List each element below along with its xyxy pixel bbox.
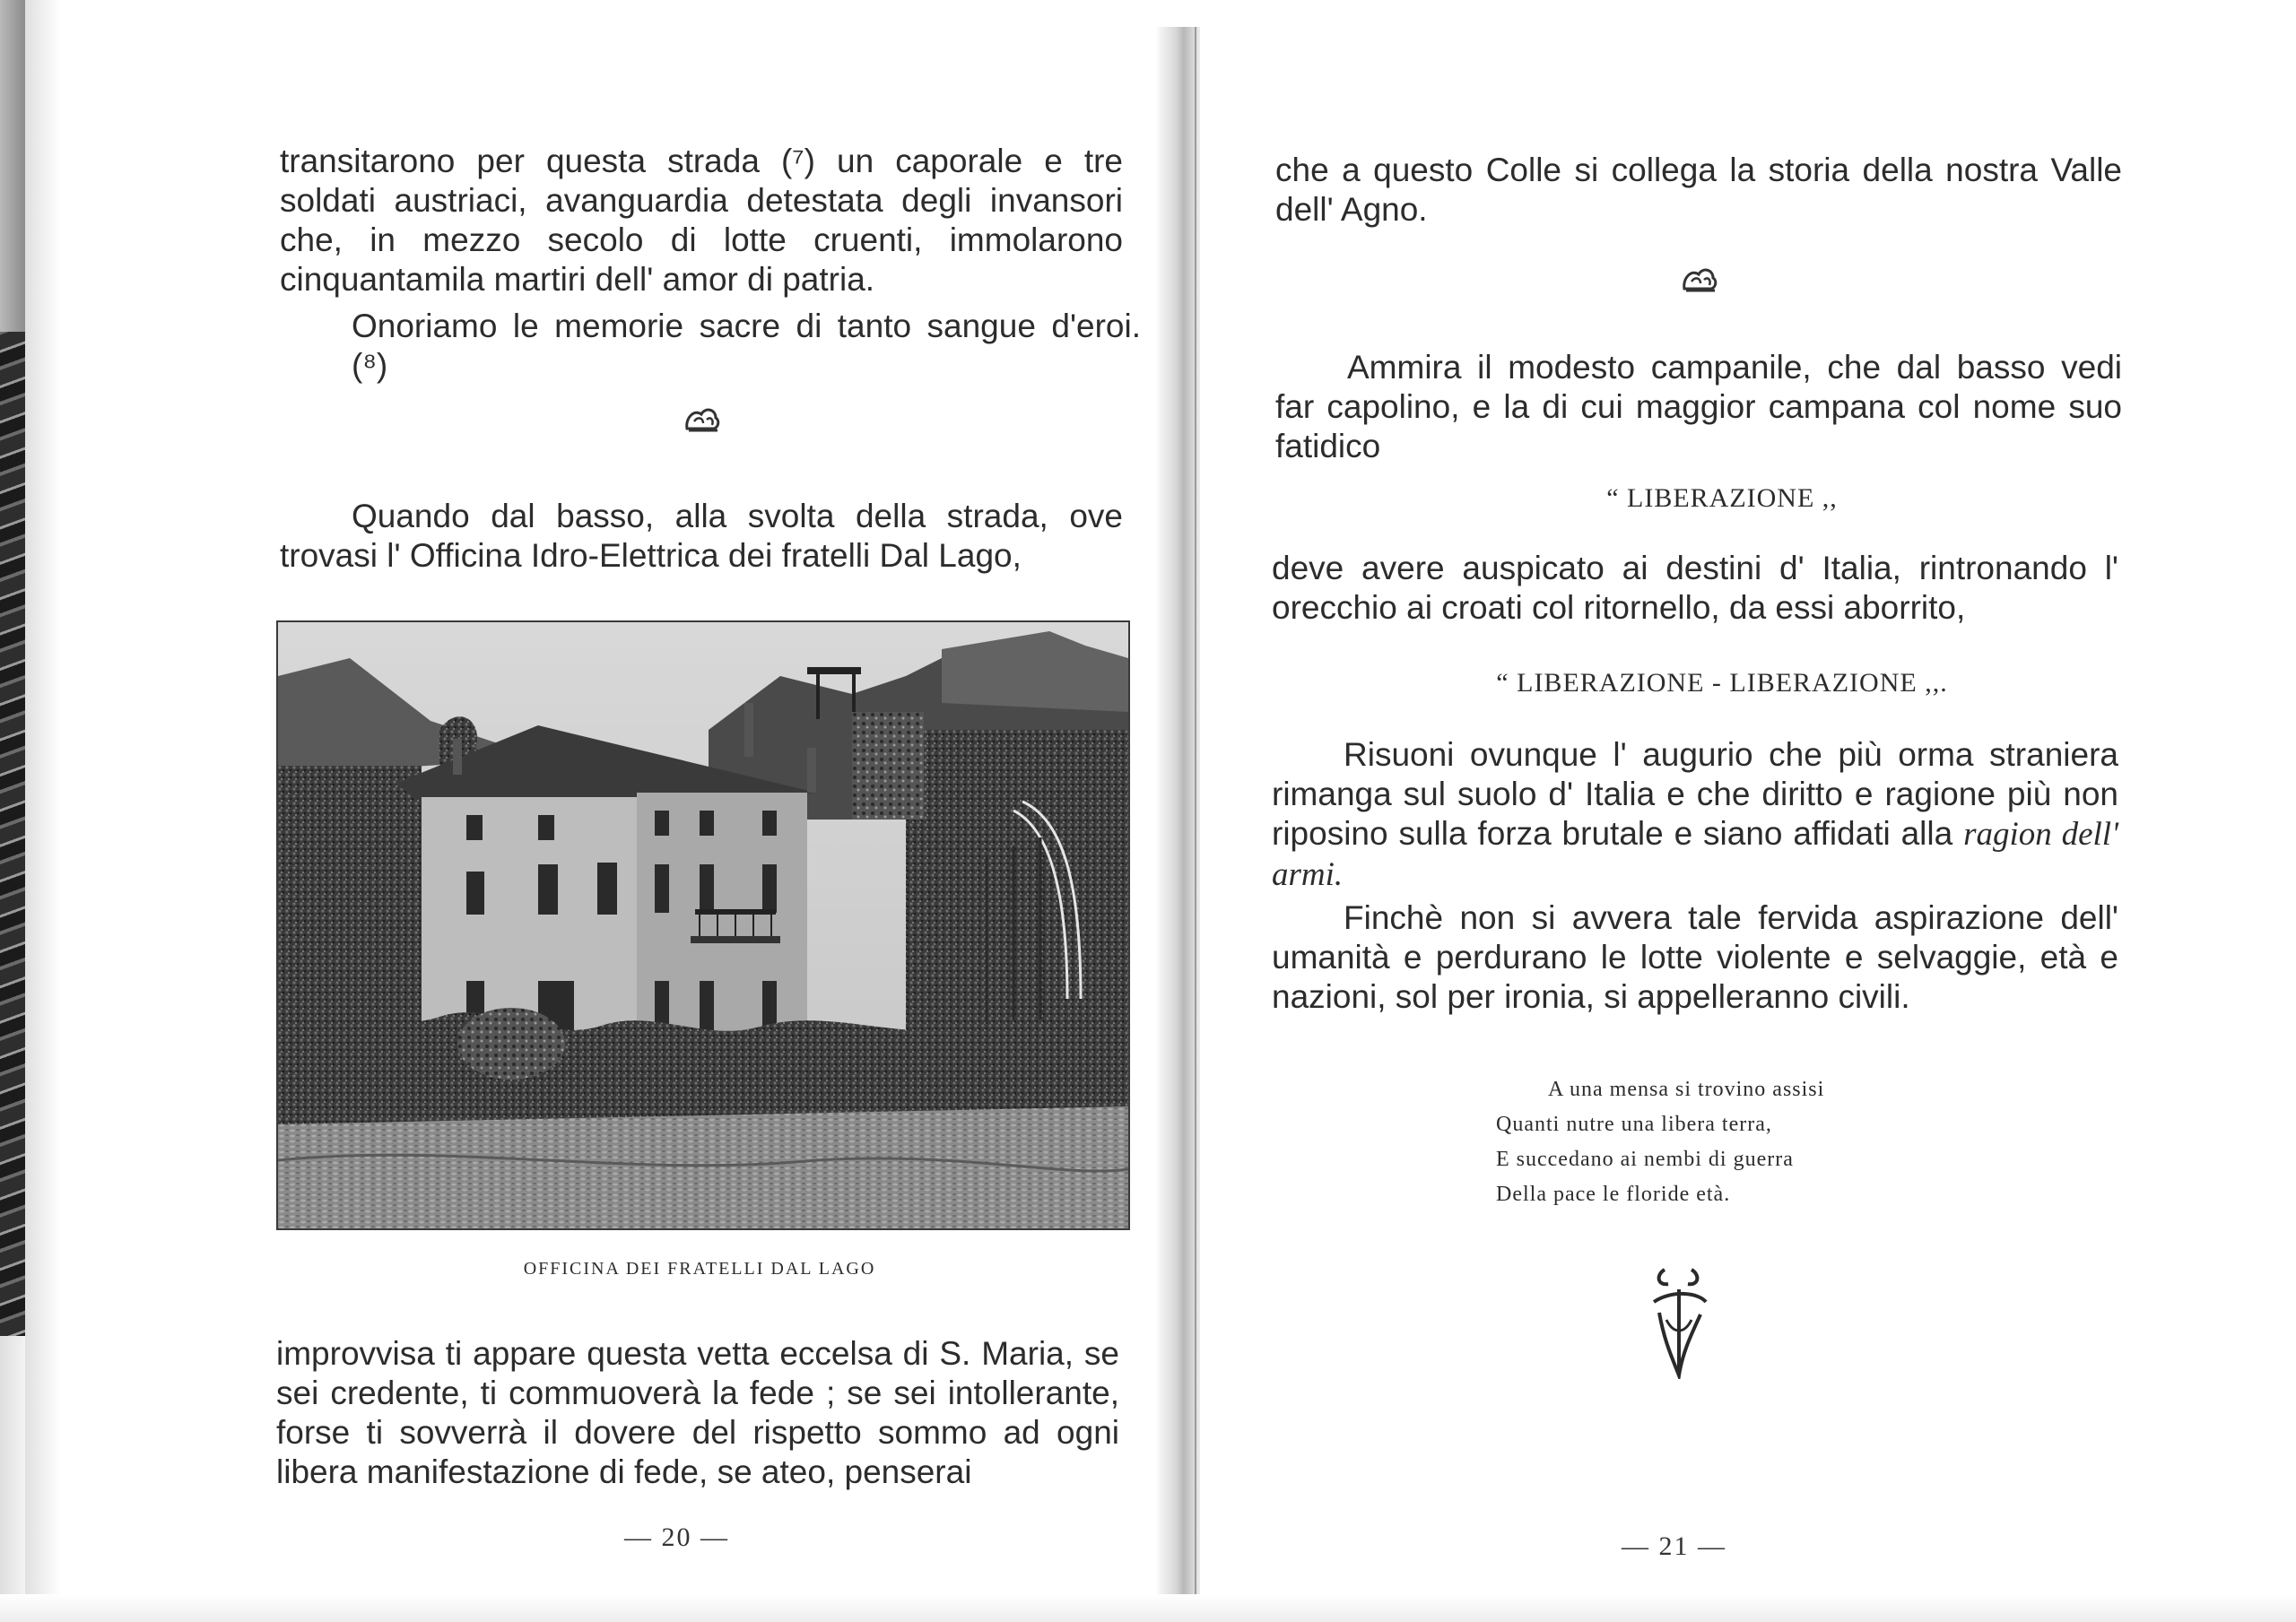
photo-caption: OFFICINA DEI FRATELLI DAL LAGO: [523, 1259, 876, 1279]
page-bottom-edge: [0, 1594, 2296, 1622]
left-paragraph-1: transitarono per questa strada (⁷) un caporale e tre soldati austriaci, avanguardia detestata degli invansori che, in mezzo secolo di lotte cruenti, immolarono cinquantamila martiri dell' amor di patria.: [280, 143, 1123, 298]
left-paragraph-4: improvvisa ti appare questa vetta eccelsa di S. Maria, se sei credente, ti commuoverà la fede ; se sei intollerante, forse ti sovverrà il dovere del rispetto sommo ad ogni libera manifestazione di fede, se ateo, penserai: [276, 1335, 1119, 1490]
right-paragraph-4-italic: ragion dell' armi.: [1272, 816, 2119, 893]
poem-line-2: Quanti nutre una libera terra,: [1496, 1113, 1772, 1136]
right-paragraph-1: che a questo Colle si collega la storia della nostra Valle dell' Agno.: [1275, 152, 2122, 228]
tailpiece-ornament-icon: [1647, 1262, 1709, 1383]
right-paragraph-3: deve avere auspicato ai destini d' Italia, rintronando l' orecchio ai croati col ritornello, da essi aborrito,: [1272, 550, 2118, 626]
page-number-right: — 21 —: [1622, 1531, 1726, 1561]
acanthus-ornament-icon: [682, 402, 723, 444]
poem-stanza: [1496, 1072, 1824, 1212]
page-shadow: [25, 0, 61, 1622]
acanthus-ornament-icon: [1679, 262, 1720, 304]
gutter-line: [1195, 27, 1196, 1605]
liberazione-double-line: “ LIBERAZIONE - LIBERAZIONE ,,.: [1496, 668, 1948, 698]
right-paragraph-5: Finchè non si avvera tale fervida aspirazione dell' umanità e perdurano le lotte violente e selvaggie, età e nazioni, sol per ironia, si appelleranno civili.: [1272, 899, 2118, 1015]
right-paragraph-2: Ammira il modesto campanile, che dal basso vedi far capolino, e la di cui maggior campana col nome suo fatidico: [1275, 349, 2122, 464]
right-paragraph-4-text: Risuoni ovunque l' augurio che più orma straniera rimanga sul suolo d' Italia e che diritto e ragione più non riposino sulla forza brutale e siano affidati alla: [1272, 736, 2118, 852]
book-cover-edge: [0, 0, 25, 1622]
right-paragraph-4: [1272, 735, 2118, 895]
poem-line-3: E succedano ai nembi di guerra: [1496, 1148, 1794, 1171]
book-gutter: [1157, 27, 1200, 1605]
left-paragraph-2: Onoriamo le memorie sacre di tanto sangue d'eroi. (⁸): [352, 308, 1141, 384]
poem-line-1: A una mensa si trovino assisi: [1548, 1078, 1825, 1101]
liberazione-line: “ LIBERAZIONE ,,: [1606, 483, 1838, 513]
left-paragraph-3: Quando dal basso, alla svolta della strada, ove trovasi l' Officina Idro-Elettrica dei fratelli Dal Lago,: [280, 498, 1123, 574]
photo-officina-dal-lago: [276, 620, 1130, 1230]
poem-line-4: Della pace le floride età.: [1496, 1183, 1731, 1206]
page-number-left: — 20 —: [624, 1522, 729, 1552]
